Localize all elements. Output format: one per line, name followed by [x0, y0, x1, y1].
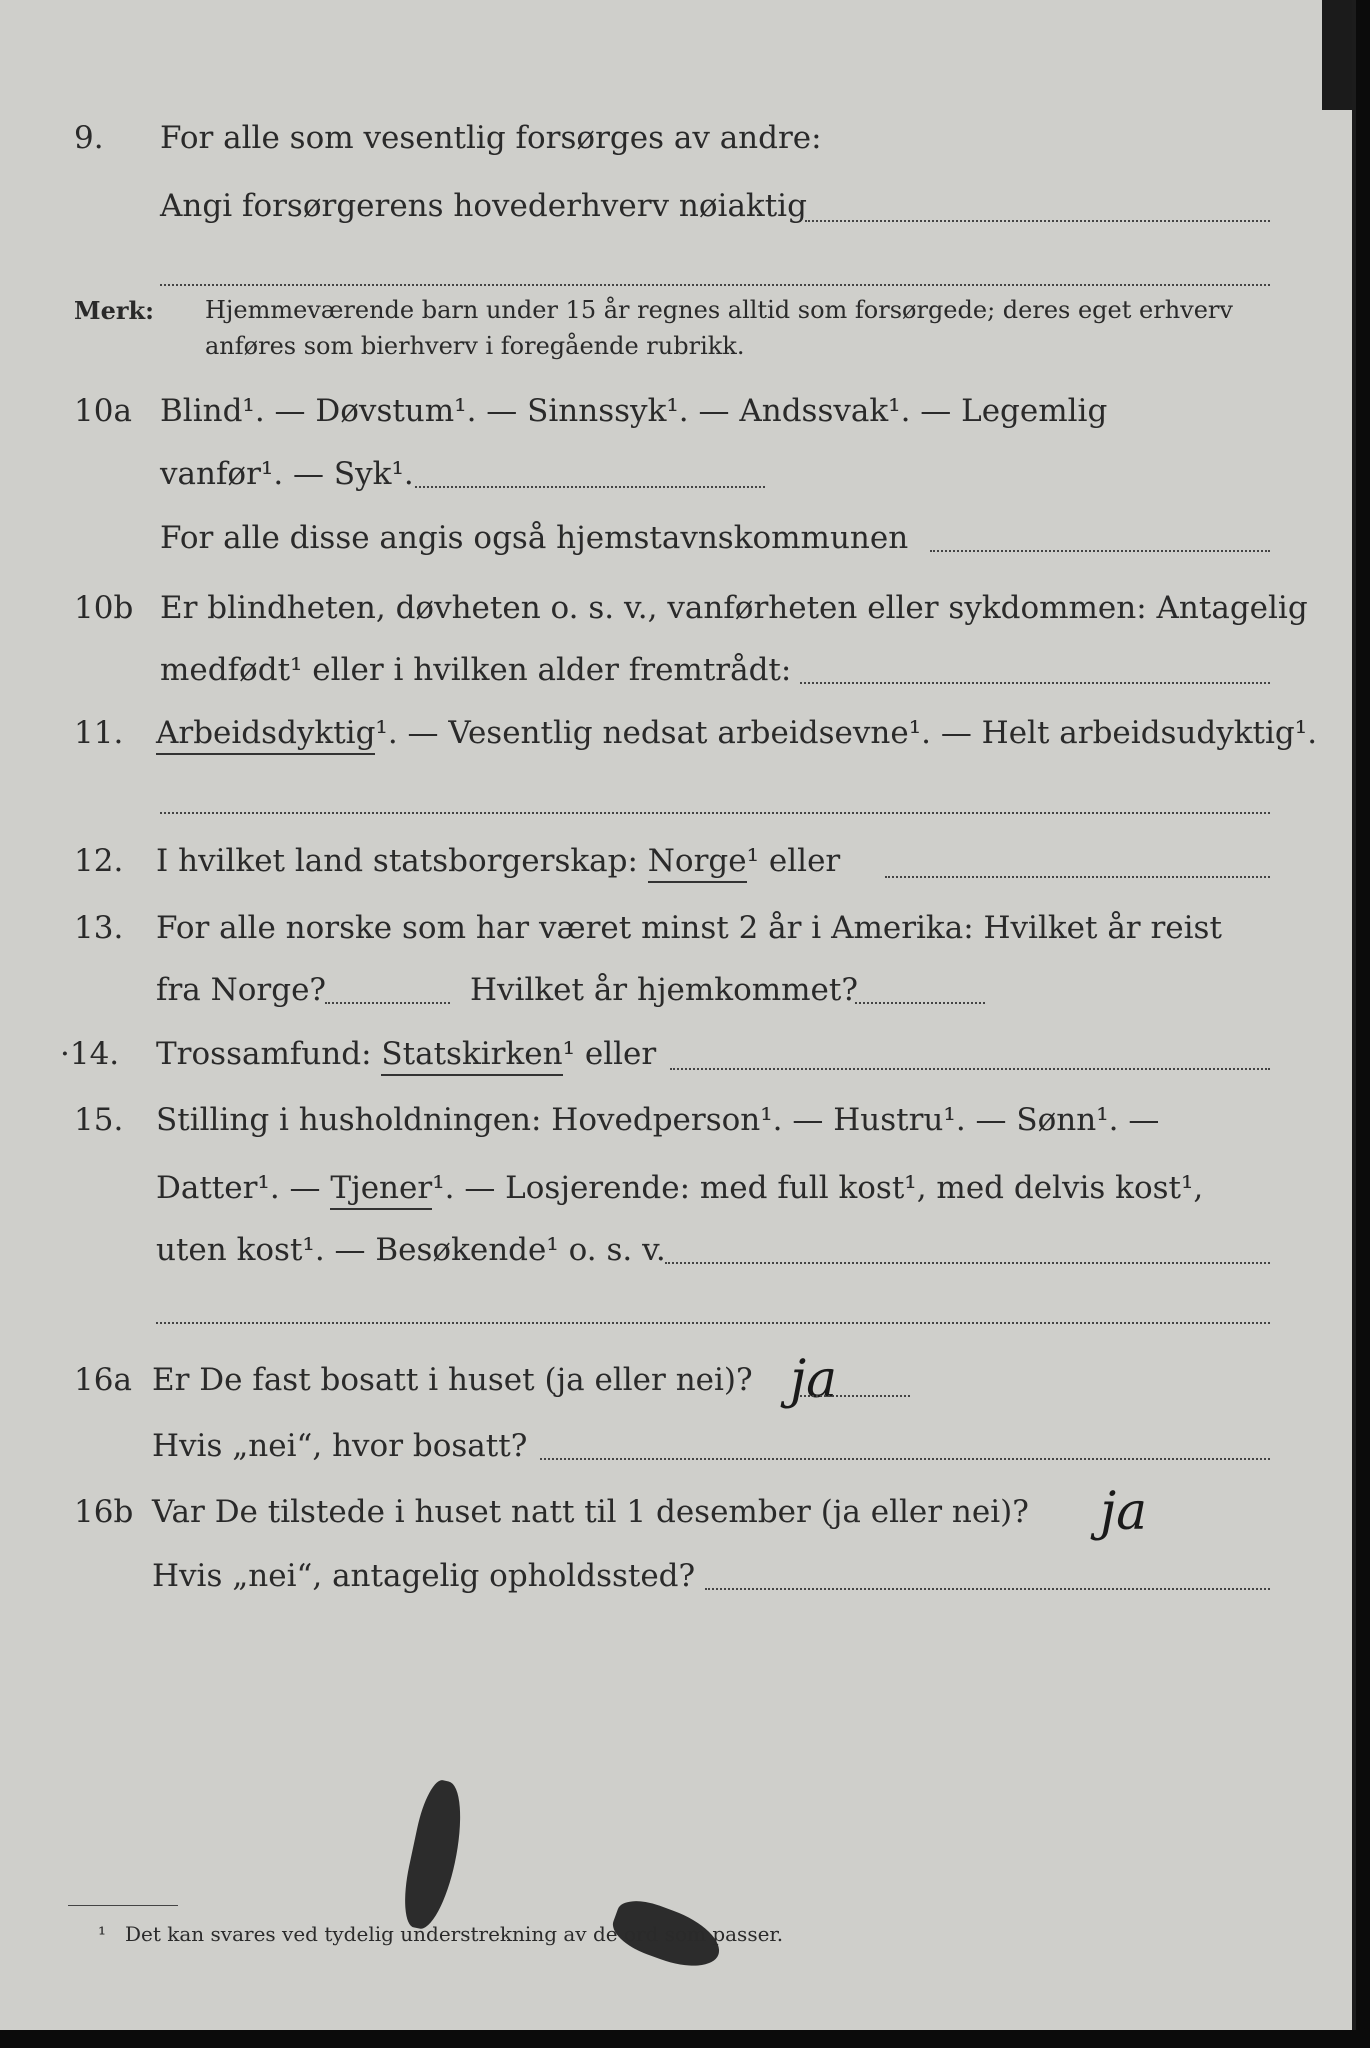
q16b-followup: Hvis „nei“, antagelig opholdssted?: [152, 1558, 696, 1594]
footnote-mark: ¹: [98, 1922, 107, 1946]
q16b-number: 16b: [74, 1494, 134, 1530]
q12-selected-norge: Norge: [648, 843, 747, 883]
q10b-number: 10b: [74, 590, 134, 626]
q11-rest: ¹. — Vesentlig nedsat arbeidsevne¹. — Helt arbeidsudyktig¹.: [375, 715, 1318, 751]
page-corner-edge: [1322, 0, 1352, 110]
q14-after: ¹ eller: [562, 1036, 657, 1072]
ink-blot-top: [397, 1777, 471, 1933]
q13-question: For alle norske som har været minst 2 år i Amerika: Hvilket år reist: [156, 910, 1222, 946]
q12-question: [156, 843, 840, 879]
q15-options-3: uten kost¹. — Besøkende¹ o. s. v.: [156, 1232, 666, 1268]
q10a-hometown: For alle disse angis også hjemstavnskommunen: [160, 520, 909, 556]
q16b-handwritten-answer[interactable]: ja: [1100, 1482, 1148, 1542]
q12-answer-line[interactable]: [885, 876, 1270, 878]
merk-label: Merk:: [74, 296, 154, 325]
q16a-number: 16a: [74, 1362, 132, 1398]
q14-number: ·14.: [60, 1036, 120, 1072]
q12-number: 12.: [74, 843, 124, 879]
q16a-handwritten-answer[interactable]: ja: [790, 1350, 838, 1410]
q10a-number: 10a: [74, 393, 132, 429]
q10a-options: Blind¹. — Døvstum¹. — Sinnssyk¹. — Andssvak¹. — Legemlig: [160, 393, 1108, 429]
q10a-answer-line[interactable]: [415, 486, 765, 488]
merk-line1: Hjemmeværende barn under 15 år regnes alltid som forsørgede; deres eget erhverv: [205, 296, 1233, 324]
q13-reist-answer-line[interactable]: [325, 1002, 450, 1004]
q16b-followup-line[interactable]: [705, 1588, 1270, 1590]
q15-answer-line[interactable]: [665, 1262, 1270, 1264]
q15-selected-tjener: Tjener: [330, 1170, 432, 1210]
q15-number: 15.: [74, 1102, 124, 1138]
q14-selected-statskirken: Statskirken: [381, 1036, 562, 1076]
q9-number: 9.: [74, 120, 104, 156]
q14-answer-line[interactable]: [670, 1068, 1270, 1070]
q10b-question-2: medfødt¹ eller i hvilken alder fremtrådt:: [160, 652, 792, 688]
footnote-text: Det kan svares ved tydelig understrekning av de ord som passer.: [125, 1922, 784, 1946]
q9-answer-line[interactable]: [805, 220, 1270, 222]
q9-question: For alle som vesentlig forsørges av andre:: [160, 120, 822, 156]
q14-question: [156, 1036, 656, 1072]
footnote-rule: [68, 1905, 178, 1906]
q16a-question: Er De fast bosatt i huset (ja eller nei)?: [152, 1362, 753, 1398]
q11-options: [156, 715, 1317, 751]
q13-right-question: Hvilket år hjemkommet?: [470, 972, 858, 1008]
q13-number: 13.: [74, 910, 124, 946]
q14-text: Trossamfund:: [156, 1036, 372, 1072]
q10b-question: Er blindheten, døvheten o. s. v., vanførheten eller sykdommen: Antagelig: [160, 590, 1308, 626]
q12-text: I hvilket land statsborgerskap:: [156, 843, 638, 879]
q9-instruction: Angi forsørgerens hovederhverv nøiaktig: [160, 188, 807, 224]
q13-left-question: fra Norge?: [156, 972, 327, 1008]
q9-answer-line-2[interactable]: [160, 284, 1270, 286]
q12-after: ¹ eller: [746, 843, 841, 879]
q16a-answer-line[interactable]: [800, 1395, 910, 1397]
q15-rest: ¹. — Losjerende: med full kost¹, med delvis kost¹,: [432, 1170, 1204, 1206]
merk-line2: anføres som bierhverv i foregående rubrikk.: [205, 332, 745, 360]
q15-options: Stilling i husholdningen: Hovedperson¹. — Hustru¹. — Sønn¹. —: [156, 1102, 1160, 1138]
q16a-followup-line[interactable]: [540, 1458, 1270, 1460]
q10a-hometown-line[interactable]: [930, 550, 1270, 552]
q15-datter: Datter¹. —: [156, 1170, 321, 1206]
q10b-answer-line[interactable]: [800, 682, 1270, 684]
q11-number: 11.: [74, 715, 124, 751]
q16b-question: Var De tilstede i huset natt til 1 desember (ja eller nei)?: [152, 1494, 1029, 1530]
q15-options-2: [156, 1170, 1203, 1206]
q15-answer-line-2[interactable]: [156, 1322, 1270, 1324]
q11-answer-line[interactable]: [160, 812, 1270, 814]
q11-selected-arbeidsdyktig: Arbeidsdyktig: [156, 715, 375, 755]
q10a-options-2: vanfør¹. — Syk¹.: [160, 456, 414, 492]
q16a-followup: Hvis „nei“, hvor bosatt?: [152, 1428, 528, 1464]
q13-hjemkommet-answer-line[interactable]: [855, 1002, 985, 1004]
